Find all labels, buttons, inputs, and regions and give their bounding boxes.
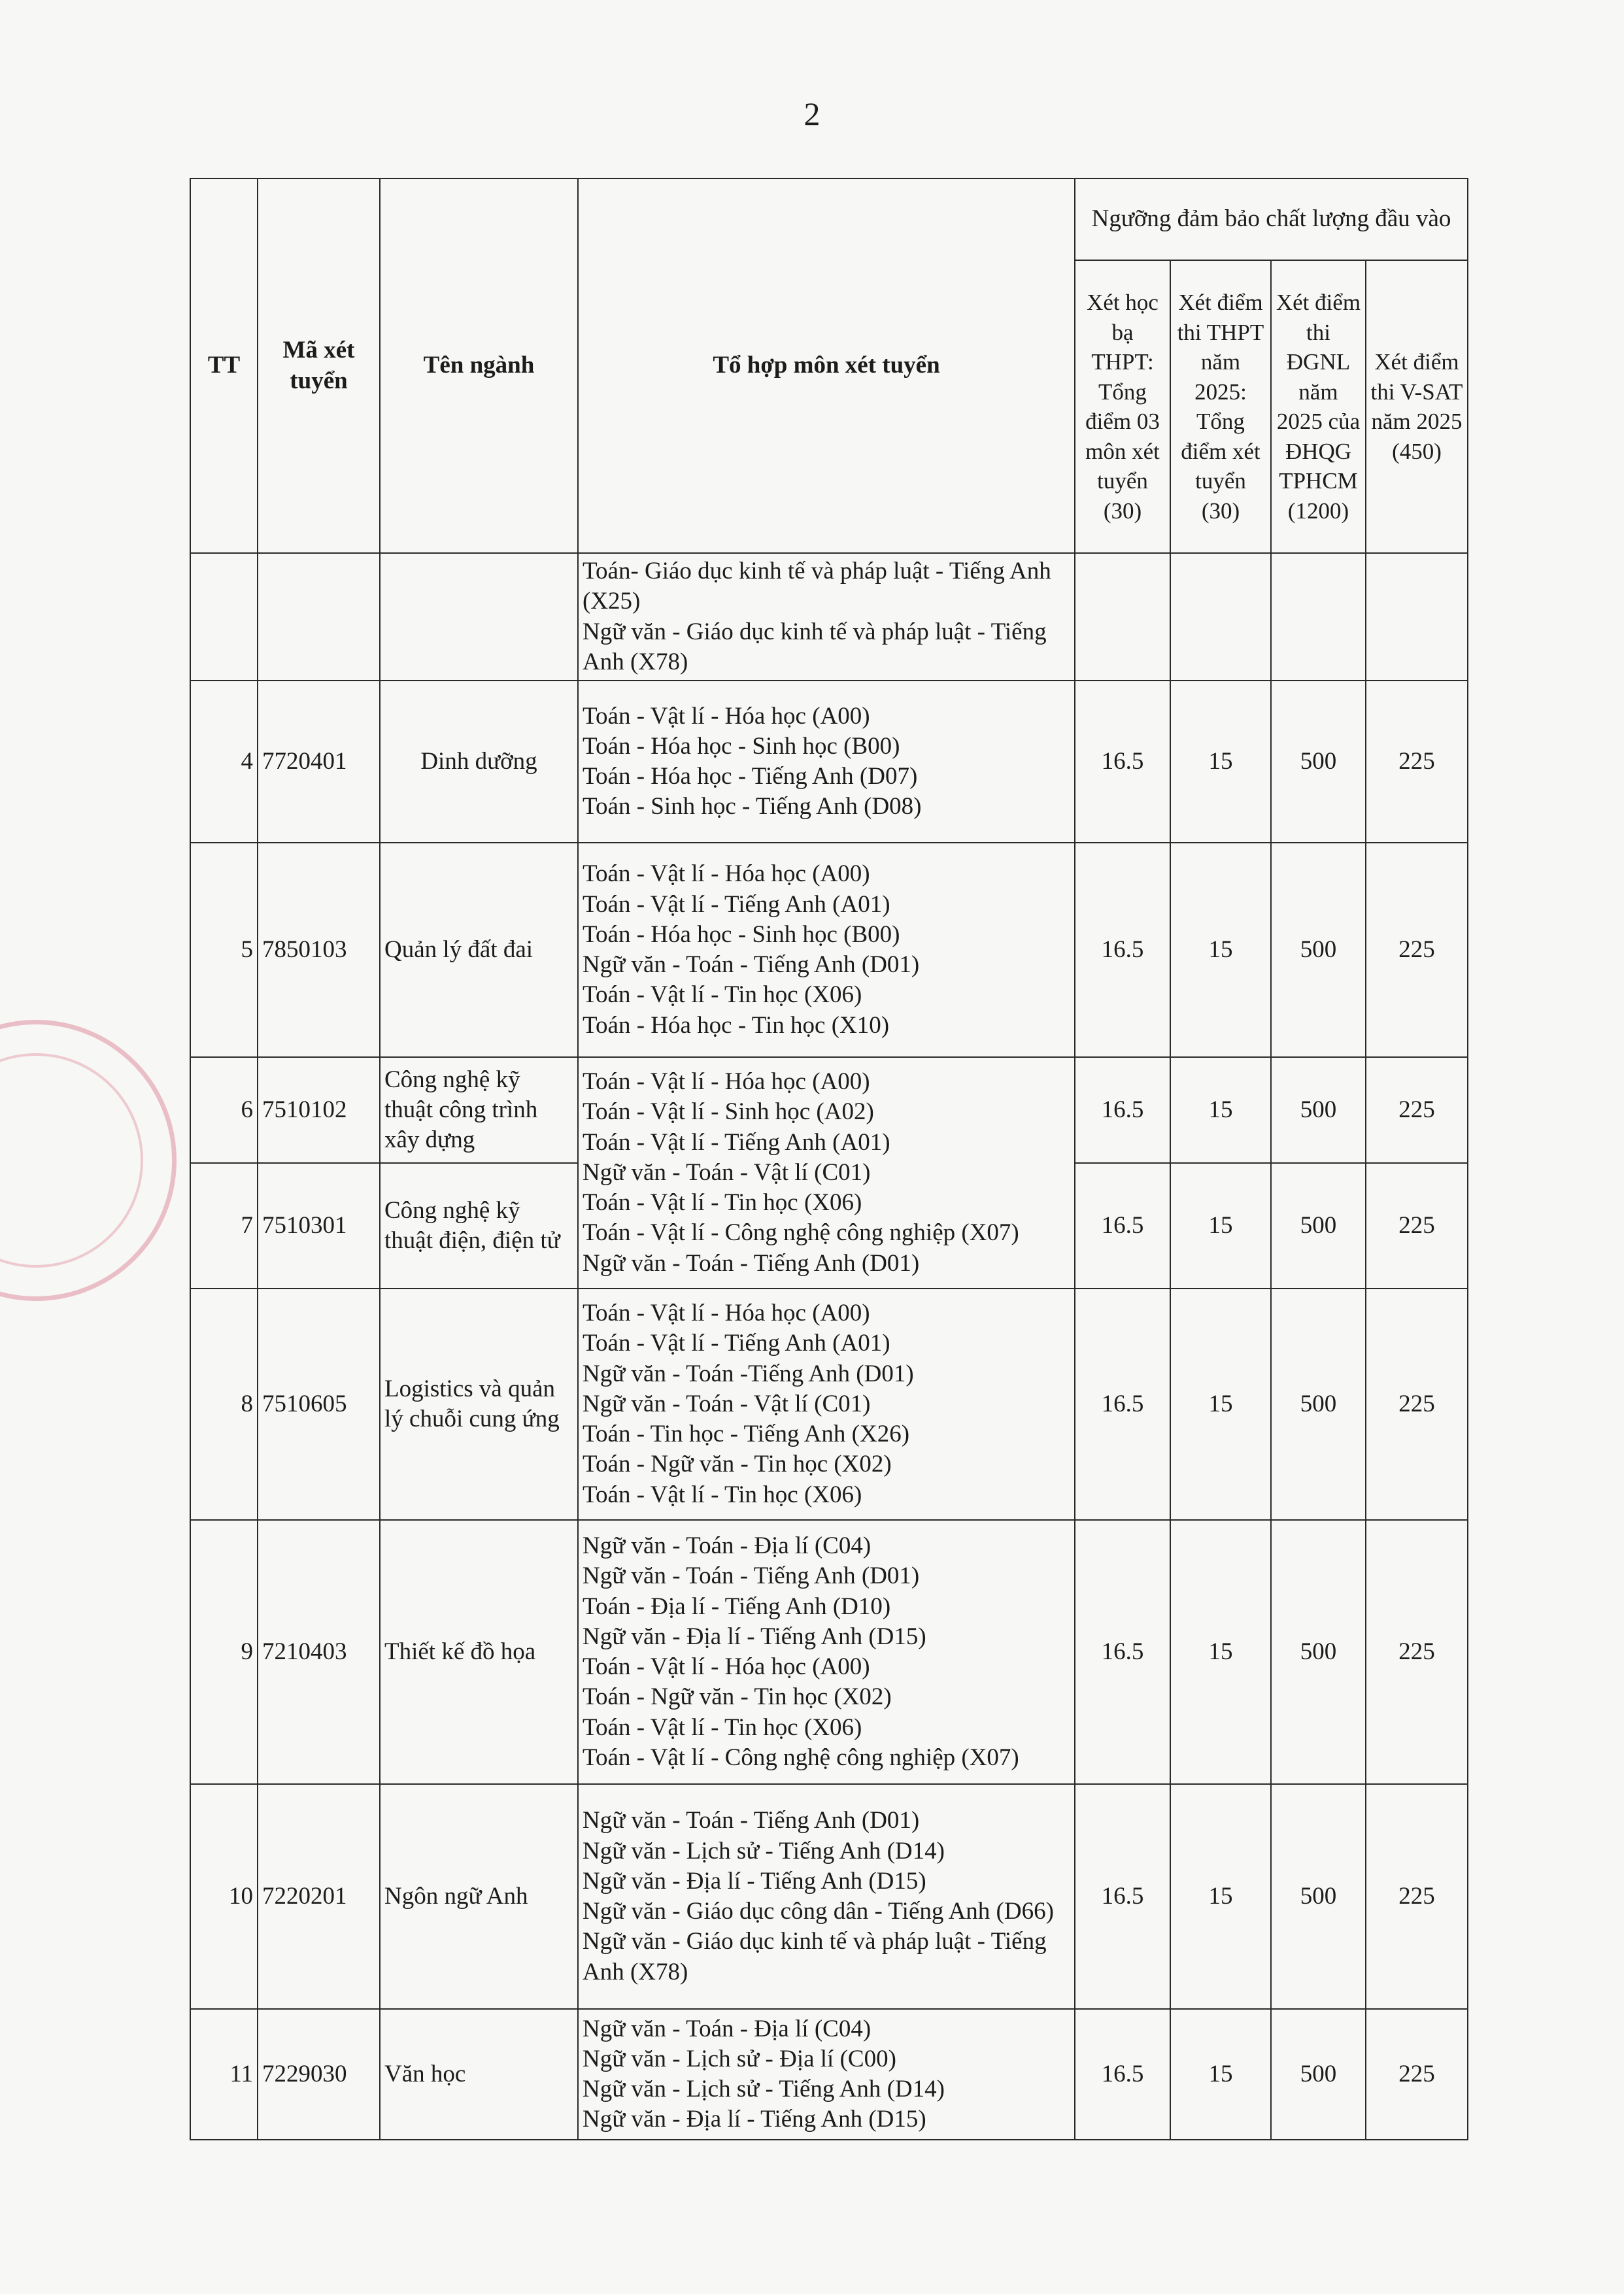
row-thpt: 15 — [1170, 1163, 1271, 1289]
combo-line: Ngữ văn - Lịch sử - Tiếng Anh (D14) — [583, 1837, 945, 1864]
row-vsat: 225 — [1366, 1784, 1468, 2009]
row-major: Công nghệ kỹ thuật điện, điện tử — [380, 1163, 578, 1289]
page-number: 2 — [804, 95, 820, 132]
combos-cell — [578, 843, 1075, 1057]
row-vsat: 225 — [1366, 843, 1468, 1057]
row-code: 7850103 — [258, 843, 380, 1057]
row-vsat: 225 — [1366, 1163, 1468, 1289]
combo-line: Ngữ văn - Toán - Vật lí (C01) — [583, 1390, 871, 1417]
row-tt: 7 — [190, 1163, 258, 1289]
combo-line: Toán - Vật lí - Tin học (X06) — [583, 1713, 862, 1741]
combo-line: Ngữ văn - Giáo dục công dân - Tiếng Anh (D66) — [583, 1898, 1054, 1925]
header-dgnl: Xét điểm thi ĐGNL năm 2025 của ĐHQG TPHCM (1200) — [1271, 260, 1366, 553]
row-hocba: 16.5 — [1075, 1057, 1170, 1163]
header-major: Tên ngành — [380, 178, 578, 553]
row-code: 7210403 — [258, 1520, 380, 1784]
row-thpt: 15 — [1170, 681, 1271, 843]
table-row-continuation — [190, 553, 1468, 681]
row-tt: 5 — [190, 843, 258, 1057]
combo-line: Toán - Vật lí - Công nghệ công nghiệp (X07) — [583, 1219, 1019, 1247]
row-code: 7510605 — [258, 1289, 380, 1520]
combo-line: Toán - Vật lí - Hóa học (A00) — [583, 1068, 870, 1096]
combo-line: Ngữ văn - Toán - Tiếng Anh (D01) — [583, 1249, 920, 1277]
row-vsat: 225 — [1366, 1057, 1468, 1163]
combo-line: Toán - Vật lí - Hóa học (A00) — [583, 1653, 870, 1680]
header-thpt: Xét điểm thi THPT năm 2025: Tổng điểm xét tuyển (30) — [1170, 260, 1271, 553]
combo-line: Ngữ văn - Toán - Tiếng Anh (D01) — [583, 951, 920, 978]
row-vsat: 225 — [1366, 1289, 1468, 1520]
combos-cell — [578, 1289, 1075, 1520]
combo-line: Toán - Vật lí - Công nghệ công nghiệp (X07) — [583, 1744, 1019, 1771]
combos-cell — [578, 2009, 1075, 2140]
combo-line: Toán - Vật lí - Tin học (X06) — [583, 981, 862, 1009]
combo-line: Toán - Ngữ văn - Tin học (X02) — [583, 1451, 892, 1478]
combo-line: Ngữ văn - Toán - Địa lí (C04) — [583, 2015, 871, 2042]
row-hocba: 16.5 — [1075, 1289, 1170, 1520]
row-dgnl: 500 — [1271, 1520, 1366, 1784]
row-code: 7720401 — [258, 681, 380, 843]
row-tt: 9 — [190, 1520, 258, 1784]
table-row — [190, 681, 1468, 843]
combo-line: Ngữ văn - Lịch sử - Tiếng Anh (D14) — [583, 2076, 945, 2102]
combo-line: Toán - Hóa học - Sinh học (B00) — [583, 732, 900, 760]
combo-line: Toán- Giáo dục kinh tế và pháp luật - Tiếng Anh (X25) — [583, 558, 1051, 615]
combos-cell — [578, 1784, 1075, 2009]
row-hocba: 16.5 — [1075, 1784, 1170, 2009]
row-major: Logistics và quản lý chuỗi cung ứng — [380, 1289, 578, 1520]
combo-line: Ngữ văn - Toán - Tiếng Anh (D01) — [583, 1807, 920, 1834]
row-dgnl: 500 — [1271, 681, 1366, 843]
header-combos: Tổ hợp môn xét tuyển — [578, 178, 1075, 553]
header-vsat: Xét điểm thi V-SAT năm 2025 (450) — [1366, 260, 1468, 553]
combo-line: Ngữ văn - Giáo dục kinh tế và pháp luật - Tiếng Anh (X78) — [583, 618, 1047, 675]
combo-line: Ngữ văn - Địa lí - Tiếng Anh (D15) — [583, 1867, 926, 1895]
row-hocba: 16.5 — [1075, 843, 1170, 1057]
combo-line: Toán - Ngữ văn - Tin học (X02) — [583, 1683, 892, 1711]
row-tt: 11 — [190, 2009, 258, 2140]
combo-line: Toán - Hóa học - Tin học (X10) — [583, 1011, 890, 1039]
row-major: Văn học — [380, 2009, 578, 2140]
row-tt: 10 — [190, 1784, 258, 2009]
row-hocba: 16.5 — [1075, 2009, 1170, 2140]
row-thpt: 15 — [1170, 1784, 1271, 2009]
table-row — [190, 1289, 1468, 1520]
combo-line: Ngữ văn - Toán - Tiếng Anh (D01) — [583, 1562, 920, 1590]
row-hocba: 16.5 — [1075, 681, 1170, 843]
combo-line: Toán - Vật lí - Tin học (X06) — [583, 1189, 862, 1217]
row-major: Ngôn ngữ Anh — [380, 1784, 578, 2009]
row-thpt: 15 — [1170, 2009, 1271, 2140]
header-code: Mã xét tuyển — [258, 178, 380, 553]
official-seal-stamp — [0, 1020, 177, 1301]
combo-line: Ngữ văn - Giáo dục kinh tế và pháp luật - Tiếng Anh (X78) — [583, 1928, 1047, 1985]
combos-cell-shared — [578, 1057, 1075, 1289]
combo-line: Toán - Vật lí - Tiếng Anh (A01) — [583, 890, 890, 918]
row-dgnl: 500 — [1271, 2009, 1366, 2140]
row-major: Công nghệ kỹ thuật công trình xây dựng — [380, 1057, 578, 1163]
row-dgnl: 500 — [1271, 1057, 1366, 1163]
combo-line: Toán - Hóa học - Tiếng Anh (D07) — [583, 763, 918, 790]
combo-line: Toán - Vật lí - Tiếng Anh (A01) — [583, 1330, 890, 1357]
combo-line: Toán - Vật lí - Tiếng Anh (A01) — [583, 1128, 890, 1156]
combo-line: Ngữ văn - Địa lí - Tiếng Anh (D15) — [583, 1623, 926, 1650]
row-thpt: 15 — [1170, 1057, 1271, 1163]
row-vsat: 225 — [1366, 2009, 1468, 2140]
row-code: 7220201 — [258, 1784, 380, 2009]
row-thpt: 15 — [1170, 843, 1271, 1057]
row-hocba: 16.5 — [1075, 1520, 1170, 1784]
combo-line: Toán - Vật lí - Sinh học (A02) — [583, 1098, 874, 1126]
combo-line: Toán - Hóa học - Sinh học (B00) — [583, 920, 900, 948]
row-major: Dinh dưỡng — [380, 681, 578, 843]
row-code: 7510301 — [258, 1163, 380, 1289]
header-threshold-group: Ngưỡng đảm bảo chất lượng đầu vào — [1075, 178, 1468, 260]
combo-line: Toán - Địa lí - Tiếng Anh (D10) — [583, 1593, 891, 1620]
row-code: 7229030 — [258, 2009, 380, 2140]
combo-line: Ngữ văn - Toán -Tiếng Anh (D01) — [583, 1360, 914, 1387]
table-row — [190, 1057, 1468, 1163]
row-code: 7510102 — [258, 1057, 380, 1163]
combo-line: Toán - Vật lí - Hóa học (A00) — [583, 1300, 870, 1327]
row-tt: 4 — [190, 681, 258, 843]
row-hocba: 16.5 — [1075, 1163, 1170, 1289]
combo-line: Toán - Vật lí - Hóa học (A00) — [583, 860, 870, 888]
row-vsat: 225 — [1366, 1520, 1468, 1784]
row-vsat: 225 — [1366, 681, 1468, 843]
row-major: Quản lý đất đai — [380, 843, 578, 1057]
combos-cell — [578, 681, 1075, 843]
row-dgnl: 500 — [1271, 1784, 1366, 2009]
admission-thresholds-table — [190, 178, 1468, 2140]
row-tt: 8 — [190, 1289, 258, 1520]
combo-line: Toán - Vật lí - Hóa học (A00) — [583, 702, 870, 730]
combo-line: Toán - Vật lí - Tin học (X06) — [583, 1481, 862, 1508]
table-row — [190, 843, 1468, 1057]
header-tt: TT — [190, 178, 258, 553]
table-row — [190, 1784, 1468, 2009]
row-thpt: 15 — [1170, 1520, 1271, 1784]
combo-line: Ngữ văn - Toán - Địa lí (C04) — [583, 1532, 871, 1559]
combo-line: Ngữ văn - Lịch sử - Địa lí (C00) — [583, 2045, 896, 2072]
combo-line: Toán - Tin học - Tiếng Anh (X26) — [583, 1421, 910, 1448]
header-hocba: Xét học bạ THPT: Tổng điểm 03 môn xét tuyển (30) — [1075, 260, 1170, 553]
table-row — [190, 1520, 1468, 1784]
combo-line: Ngữ văn - Toán - Vật lí (C01) — [583, 1158, 871, 1186]
row-dgnl: 500 — [1271, 1289, 1366, 1520]
table-row — [190, 2009, 1468, 2140]
combo-line: Ngữ văn - Địa lí - Tiếng Anh (D15) — [583, 2106, 926, 2133]
combos-cell — [578, 1520, 1075, 1784]
row-dgnl: 500 — [1271, 843, 1366, 1057]
combos-cell — [578, 553, 1075, 681]
row-major: Thiết kế đồ họa — [380, 1520, 578, 1784]
row-dgnl: 500 — [1271, 1163, 1366, 1289]
combo-line: Toán - Sinh học - Tiếng Anh (D08) — [583, 793, 922, 820]
row-tt: 6 — [190, 1057, 258, 1163]
row-thpt: 15 — [1170, 1289, 1271, 1520]
